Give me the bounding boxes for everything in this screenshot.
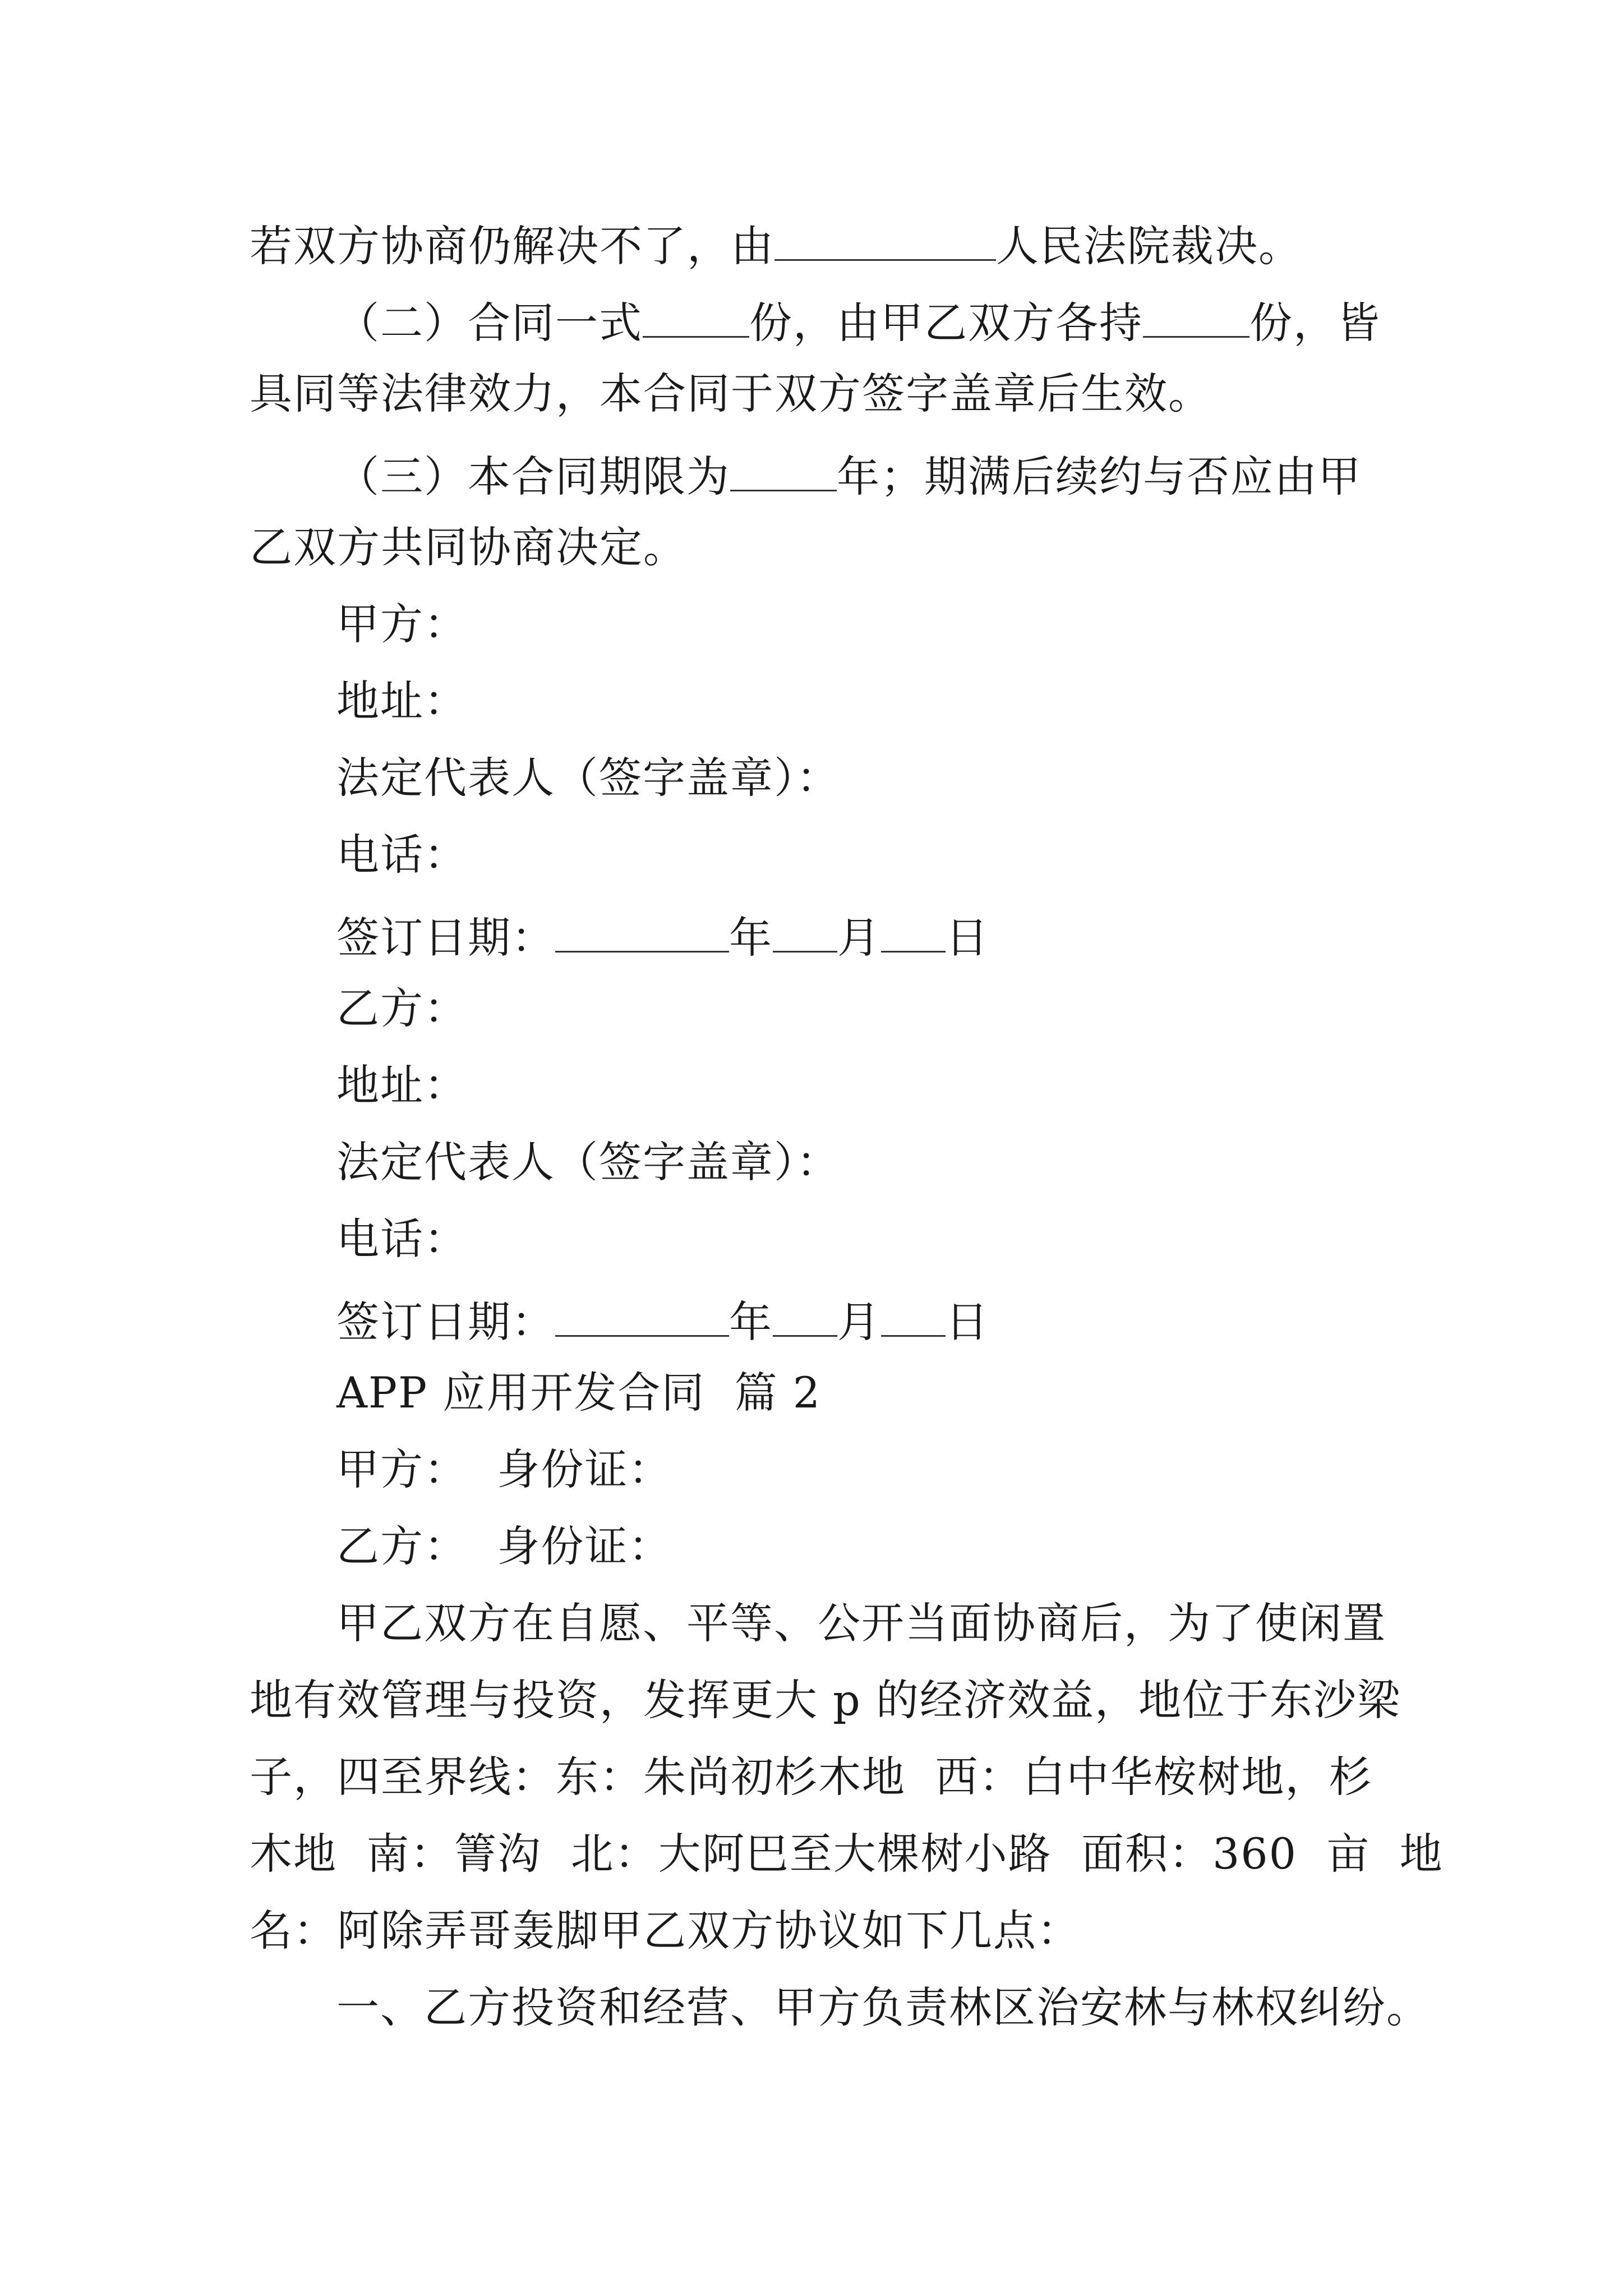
day-label: 日 — [946, 913, 989, 963]
fill-in-blank — [774, 219, 996, 261]
paragraph-line: 乙双方共同协商决定。 — [250, 522, 687, 572]
fill-in-blank — [555, 1295, 729, 1337]
fill-in-blank — [730, 449, 837, 491]
paragraph-line: 甲乙双方在自愿、平等、公开当面协商后，为了使闲置 — [336, 1598, 1386, 1648]
party-b-date-line — [336, 1295, 989, 1347]
paragraph-line: 子，四至界线：东：朱尚初杉木地 西：白中华桉树地，杉 — [250, 1752, 1373, 1802]
fill-in-blank — [643, 296, 749, 338]
party-b-address-label: 地址： — [336, 1060, 468, 1110]
year-label: 年 — [729, 1297, 773, 1347]
text-fragment: 人民法院裁决。 — [996, 221, 1302, 272]
month-label: 月 — [837, 913, 881, 963]
date-label: 签订日期： — [336, 1297, 555, 1347]
party-a-rep-label: 法定代表人（签字盖章）： — [336, 753, 840, 803]
paragraph-line — [250, 219, 1388, 272]
section-heading: APP 应用开发合同 篇 2 — [336, 1368, 822, 1418]
party-b-phone-label: 电话： — [336, 1214, 468, 1264]
date-label: 签订日期： — [336, 913, 555, 963]
fill-in-blank — [773, 910, 837, 953]
paragraph-line: 一、乙方投资和经营、甲方负责林区治安林与林权纠纷。 — [336, 1982, 1430, 2032]
paragraph-line: 地有效管理与投资，发挥更大 p 的经济效益，地位于东沙梁 — [250, 1675, 1401, 1725]
paragraph-line — [336, 449, 1362, 502]
year-label: 年 — [729, 913, 773, 963]
party-b-label: 乙方： — [336, 983, 468, 1033]
paragraph-line: 名：阿除弄哥轰脚甲乙双方协议如下几点： — [250, 1906, 1081, 1955]
fill-in-blank — [1143, 296, 1249, 338]
text-fragment: 年；期满后续约与否应由甲 — [837, 452, 1362, 502]
party-a-id-line: 甲方： 身份证： — [336, 1444, 672, 1494]
party-a-date-line — [336, 910, 989, 963]
text-fragment: （二）合同一式 — [336, 298, 643, 348]
text-fragment: 份，皆 — [1249, 298, 1381, 348]
party-a-label: 甲方： — [336, 599, 468, 649]
month-label: 月 — [837, 1297, 881, 1347]
paragraph-line: 木地 南：箐沟 北：大阿巴至大棵树小路 面积：360 亩 地 — [250, 1829, 1444, 1879]
party-b-id-line: 乙方： 身份证： — [336, 1521, 672, 1571]
text-fragment: 份，由甲乙双方各持 — [749, 298, 1143, 348]
fill-in-blank — [881, 910, 946, 953]
day-label: 日 — [946, 1297, 989, 1347]
party-b-rep-label: 法定代表人（签字盖章）： — [336, 1137, 840, 1187]
paragraph-line — [336, 296, 1381, 348]
party-a-phone-label: 电话： — [336, 830, 468, 880]
paragraph-line: 具同等法律效力，本合同于双方签字盖章后生效。 — [250, 369, 1212, 418]
text-fragment: （三）本合同期限为 — [336, 452, 730, 502]
party-a-address-label: 地址： — [336, 676, 468, 726]
fill-in-blank — [773, 1295, 837, 1337]
fill-in-blank — [555, 910, 729, 953]
text-fragment: 若双方协商仍解决不了，由 — [250, 221, 774, 272]
fill-in-blank — [881, 1295, 946, 1337]
